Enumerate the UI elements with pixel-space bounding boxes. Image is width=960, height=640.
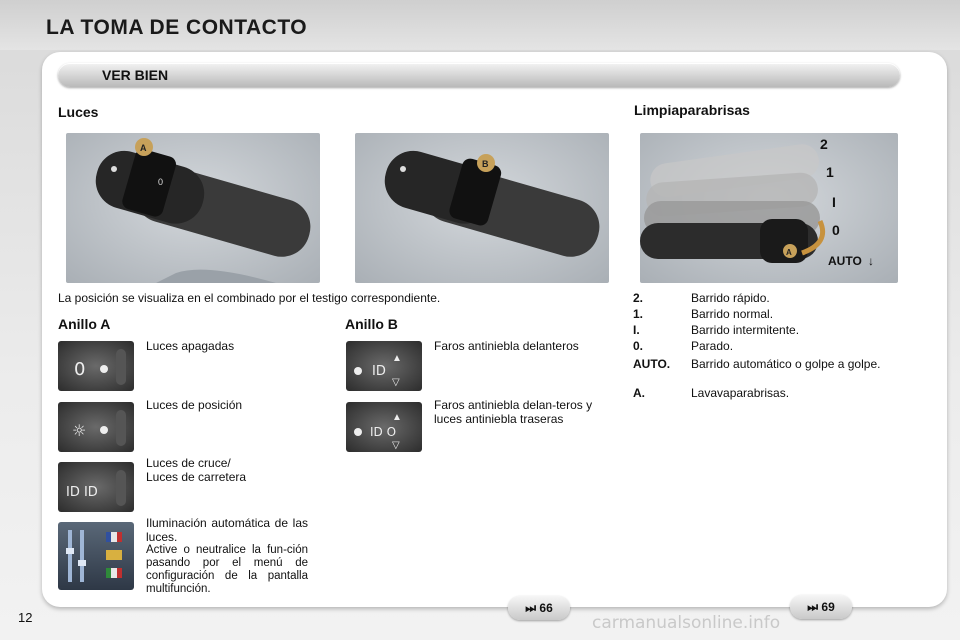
svg-text:☼: ☼ bbox=[72, 421, 87, 440]
ring-b-marker-label: B bbox=[482, 159, 489, 169]
ring-b-item-front-rear-fog: Faros antiniebla delan-teros y luces antiniebla traseras bbox=[434, 398, 593, 426]
svg-text:ID ID: ID ID bbox=[66, 485, 98, 500]
wiper-stalk-photo bbox=[640, 133, 898, 283]
ring-b-heading: Anillo B bbox=[345, 316, 398, 332]
wiper-legend-value: Lavavaparabrisas. bbox=[691, 386, 790, 400]
svg-text:0: 0 bbox=[158, 177, 164, 187]
wiper-legend-key: 2. bbox=[633, 291, 644, 305]
ring-a-auto-note: Active o neutralice la fun-ción pasando por el menú de configuración de la pantalla multifunción. bbox=[146, 544, 308, 595]
fast-forward-icon: ⏭ bbox=[525, 601, 537, 615]
front-fog-thumbnail bbox=[346, 341, 422, 391]
ring-a-item-position: Luces de posición bbox=[146, 398, 243, 412]
wiper-legend-value: Barrido intermitente. bbox=[691, 323, 800, 337]
wiper-label-2: 2 bbox=[820, 136, 828, 152]
page-ref-66[interactable] bbox=[508, 596, 570, 620]
wiper-legend-value: Barrido normal. bbox=[691, 307, 774, 321]
page-ref-66-label: 66 bbox=[539, 601, 553, 615]
ring-a-item-auto: Iluminación automática de las luces. bbox=[146, 516, 308, 544]
front-rear-fog-thumbnail bbox=[346, 402, 422, 452]
light-stalk-a-illustration bbox=[66, 133, 320, 283]
svg-text:ID: ID bbox=[372, 364, 386, 379]
watermark: carmanualsonline.info bbox=[592, 613, 781, 633]
wiper-legend-key: 0. bbox=[633, 339, 644, 353]
ring-a-heading: Anillo A bbox=[58, 316, 111, 332]
section-title: VER BIEN bbox=[102, 67, 169, 83]
dipped-main-beam-thumbnail bbox=[58, 462, 134, 512]
light-stalk-photo-b bbox=[355, 133, 609, 283]
page-ref-69-label: 69 bbox=[821, 600, 835, 614]
wiper-label-0: 0 bbox=[832, 222, 840, 238]
svg-text:▽: ▽ bbox=[392, 440, 400, 451]
wiper-label-auto: AUTO bbox=[828, 254, 862, 268]
svg-text:▲: ▲ bbox=[392, 353, 402, 364]
svg-text:ID O: ID O bbox=[370, 425, 397, 439]
wiper-heading: Limpiaparabrisas bbox=[634, 102, 750, 118]
page-ref-69[interactable] bbox=[790, 595, 852, 619]
ring-a-item-off: Luces apagadas bbox=[146, 339, 235, 353]
lights-off-thumbnail bbox=[58, 341, 134, 391]
wiper-label-1: 1 bbox=[826, 164, 834, 180]
wiper-legend-key: 1. bbox=[633, 307, 644, 321]
light-stalk-b-illustration bbox=[355, 133, 609, 283]
wiper-label-i: I bbox=[832, 194, 836, 210]
wiper-legend-value: Barrido rápido. bbox=[691, 291, 770, 305]
svg-text:▽: ▽ bbox=[392, 377, 400, 388]
svg-text:▲: ▲ bbox=[392, 412, 402, 423]
arrow-down-icon: ↓ bbox=[868, 254, 874, 268]
ring-b-item-front-fog: Faros antiniebla delanteros bbox=[434, 339, 579, 353]
page-title: LA TOMA DE CONTACTO bbox=[46, 16, 308, 39]
wiper-stalk-illustration bbox=[640, 133, 898, 283]
ring-a-marker-label: A bbox=[140, 143, 147, 153]
light-stalk-photo-a bbox=[66, 133, 320, 283]
multifunction-display-thumbnail bbox=[58, 522, 134, 590]
ring-a-item-beam: Luces de cruce/ Luces de carretera bbox=[146, 456, 247, 484]
fast-forward-icon: ⏭ bbox=[807, 600, 819, 614]
wiper-legend-value: Parado. bbox=[691, 339, 734, 353]
wiper-legend-key: I. bbox=[633, 323, 640, 337]
wiper-legend-key: A. bbox=[633, 386, 645, 400]
section-bar bbox=[58, 63, 900, 87]
svg-text:0: 0 bbox=[74, 359, 86, 380]
luces-note: La posición se visualiza en el combinado por el testigo correspondiente. bbox=[58, 291, 441, 305]
wiper-legend-key: AUTO. bbox=[633, 357, 671, 371]
page-number: 12 bbox=[18, 610, 33, 625]
position-lights-thumbnail bbox=[58, 402, 134, 452]
wiper-marker-a: A bbox=[786, 248, 792, 257]
wiper-legend-value: Barrido automático o golpe a golpe. bbox=[691, 357, 881, 371]
luces-heading: Luces bbox=[58, 104, 99, 120]
